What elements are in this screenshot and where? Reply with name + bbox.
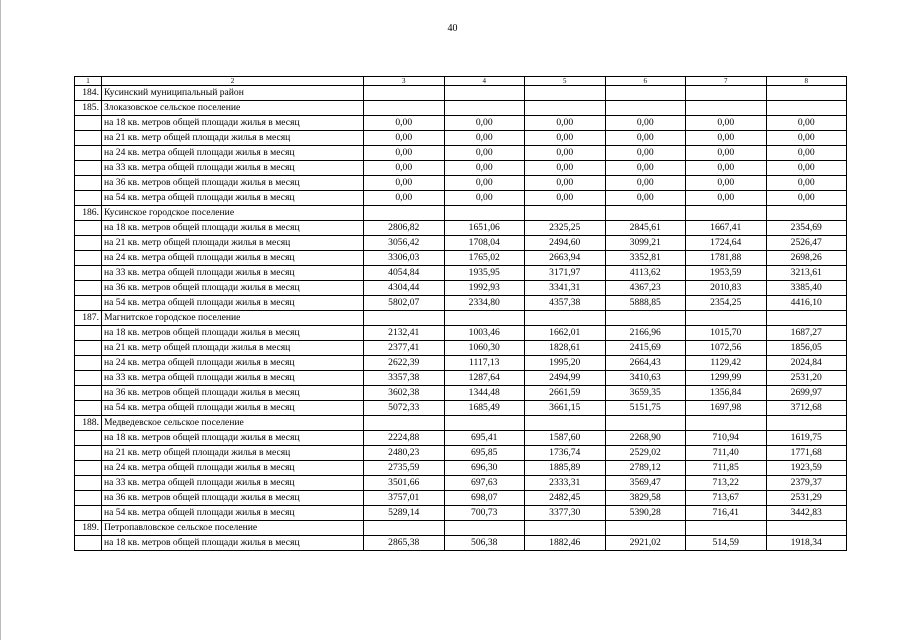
value-cell: 1882,46: [525, 536, 606, 551]
value-cell: 2698,26: [766, 251, 847, 266]
row-index: 189.: [75, 521, 102, 536]
value-cell: 3306,03: [364, 251, 445, 266]
empty-cell: [686, 416, 767, 431]
value-cell: 3056,42: [364, 236, 445, 251]
column-number-row: [75, 77, 847, 86]
value-cell: 2377,41: [364, 341, 445, 356]
value-cell: 1685,49: [444, 401, 525, 416]
row-label: на 24 кв. метра общей площади жилья в месяц: [102, 356, 364, 371]
column-number: 7: [686, 77, 767, 86]
value-cell: 0,00: [525, 176, 606, 191]
value-cell: 1765,02: [444, 251, 525, 266]
empty-cell: [605, 311, 686, 326]
column-number: 8: [766, 77, 847, 86]
value-cell: 2622,39: [364, 356, 445, 371]
row-label: на 36 кв. метров общей площади жилья в месяц: [102, 386, 364, 401]
value-cell: 0,00: [444, 131, 525, 146]
value-cell: 2531,20: [766, 371, 847, 386]
empty-cell: [75, 116, 102, 131]
value-cell: 713,67: [686, 491, 767, 506]
empty-cell: [75, 401, 102, 416]
table-row: [75, 251, 847, 266]
value-cell: 1708,04: [444, 236, 525, 251]
value-cell: 0,00: [686, 191, 767, 206]
row-label: на 24 кв. метра общей площади жилья в месяц: [102, 146, 364, 161]
value-cell: 0,00: [364, 161, 445, 176]
value-cell: 0,00: [766, 176, 847, 191]
column-number: 1: [75, 77, 102, 86]
value-cell: 2494,99: [525, 371, 606, 386]
value-cell: 700,73: [444, 506, 525, 521]
row-label: на 36 кв. метров общей площади жилья в месяц: [102, 176, 364, 191]
empty-cell: [605, 206, 686, 221]
value-cell: 514,59: [686, 536, 767, 551]
empty-cell: [75, 386, 102, 401]
section-name: Медведевское сельское поселение: [102, 416, 364, 431]
table-row: [75, 176, 847, 191]
value-cell: 3501,66: [364, 476, 445, 491]
row-label: на 33 кв. метра общей площади жилья в месяц: [102, 371, 364, 386]
row-label: на 54 кв. метра общей площади жилья в месяц: [102, 506, 364, 521]
value-cell: 696,30: [444, 461, 525, 476]
value-cell: 3377,30: [525, 506, 606, 521]
value-cell: 0,00: [686, 116, 767, 131]
empty-cell: [75, 356, 102, 371]
empty-cell: [605, 521, 686, 536]
row-label: на 36 кв. метров общей площади жилья в месяц: [102, 281, 364, 296]
section-name: Злоказовское сельское поселение: [102, 101, 364, 116]
empty-cell: [75, 281, 102, 296]
value-cell: 1344,48: [444, 386, 525, 401]
value-cell: 716,41: [686, 506, 767, 521]
value-cell: 2480,23: [364, 446, 445, 461]
value-cell: 3712,68: [766, 401, 847, 416]
empty-cell: [686, 311, 767, 326]
value-cell: 3569,47: [605, 476, 686, 491]
value-cell: 0,00: [686, 131, 767, 146]
empty-cell: [75, 251, 102, 266]
value-cell: 0,00: [444, 176, 525, 191]
value-cell: 1687,27: [766, 326, 847, 341]
value-cell: 1856,05: [766, 341, 847, 356]
value-cell: 0,00: [605, 191, 686, 206]
empty-cell: [75, 371, 102, 386]
value-cell: 3410,63: [605, 371, 686, 386]
empty-cell: [75, 326, 102, 341]
column-number: 3: [364, 77, 445, 86]
empty-cell: [75, 296, 102, 311]
value-cell: 0,00: [605, 176, 686, 191]
row-label: на 18 кв. метров общей площади жилья в месяц: [102, 221, 364, 236]
value-cell: 1015,70: [686, 326, 767, 341]
value-cell: 0,00: [605, 131, 686, 146]
table-row: [75, 146, 847, 161]
empty-cell: [525, 101, 606, 116]
value-cell: 0,00: [444, 161, 525, 176]
value-cell: 2921,02: [605, 536, 686, 551]
row-label: на 21 кв. метр общей площади жилья в месяц: [102, 446, 364, 461]
value-cell: 4304,44: [364, 281, 445, 296]
empty-cell: [75, 221, 102, 236]
empty-cell: [75, 536, 102, 551]
section-row: [75, 416, 847, 431]
value-cell: 3659,35: [605, 386, 686, 401]
value-cell: 5151,75: [605, 401, 686, 416]
value-cell: 2531,29: [766, 491, 847, 506]
value-cell: 0,00: [686, 146, 767, 161]
value-cell: 0,00: [364, 131, 445, 146]
empty-cell: [686, 86, 767, 101]
value-cell: 506,38: [444, 536, 525, 551]
empty-cell: [444, 311, 525, 326]
empty-cell: [605, 101, 686, 116]
table-row: [75, 476, 847, 491]
value-cell: 1060,30: [444, 341, 525, 356]
row-label: на 24 кв. метра общей площади жилья в месяц: [102, 461, 364, 476]
row-label: на 33 кв. метра общей площади жилья в месяц: [102, 161, 364, 176]
table-row: [75, 506, 847, 521]
empty-cell: [686, 521, 767, 536]
table-row: [75, 266, 847, 281]
empty-cell: [75, 431, 102, 446]
empty-cell: [444, 206, 525, 221]
row-label: на 33 кв. метра общей площади жилья в месяц: [102, 476, 364, 491]
empty-cell: [605, 416, 686, 431]
value-cell: 0,00: [766, 146, 847, 161]
value-cell: 0,00: [525, 116, 606, 131]
table-row: [75, 431, 847, 446]
value-cell: 711,85: [686, 461, 767, 476]
empty-cell: [766, 101, 847, 116]
value-cell: 1935,95: [444, 266, 525, 281]
value-cell: 2334,80: [444, 296, 525, 311]
empty-cell: [605, 86, 686, 101]
value-cell: 0,00: [525, 146, 606, 161]
value-cell: 3099,21: [605, 236, 686, 251]
row-label: на 21 кв. метр общей площади жилья в месяц: [102, 131, 364, 146]
value-cell: 2333,31: [525, 476, 606, 491]
value-cell: 2735,59: [364, 461, 445, 476]
row-label: на 18 кв. метров общей площади жилья в месяц: [102, 536, 364, 551]
row-label: на 54 кв. метра общей площади жилья в месяц: [102, 401, 364, 416]
value-cell: 0,00: [525, 161, 606, 176]
value-cell: 3829,58: [605, 491, 686, 506]
value-cell: 1356,84: [686, 386, 767, 401]
empty-cell: [75, 506, 102, 521]
value-cell: 3171,97: [525, 266, 606, 281]
value-cell: 2354,25: [686, 296, 767, 311]
empty-cell: [75, 236, 102, 251]
value-cell: 2664,43: [605, 356, 686, 371]
value-cell: 695,85: [444, 446, 525, 461]
value-cell: 3602,38: [364, 386, 445, 401]
row-index: 188.: [75, 416, 102, 431]
row-label: на 18 кв. метров общей площади жилья в месяц: [102, 431, 364, 446]
value-cell: 2415,69: [605, 341, 686, 356]
value-cell: 2010,83: [686, 281, 767, 296]
value-cell: 0,00: [364, 146, 445, 161]
row-label: на 18 кв. метров общей площади жилья в месяц: [102, 326, 364, 341]
table-row: [75, 341, 847, 356]
empty-cell: [525, 86, 606, 101]
empty-cell: [75, 491, 102, 506]
value-cell: 1885,89: [525, 461, 606, 476]
section-row: [75, 311, 847, 326]
empty-cell: [364, 311, 445, 326]
column-number: 6: [605, 77, 686, 86]
row-label: на 24 кв. метра общей площади жилья в месяц: [102, 251, 364, 266]
value-cell: 2354,69: [766, 221, 847, 236]
value-cell: 0,00: [525, 191, 606, 206]
value-cell: 1771,68: [766, 446, 847, 461]
value-cell: 1724,64: [686, 236, 767, 251]
value-cell: 2268,90: [605, 431, 686, 446]
value-cell: 0,00: [605, 146, 686, 161]
empty-cell: [75, 131, 102, 146]
value-cell: 711,40: [686, 446, 767, 461]
value-cell: 3661,15: [525, 401, 606, 416]
value-cell: 0,00: [605, 161, 686, 176]
value-cell: 1736,74: [525, 446, 606, 461]
section-row: [75, 206, 847, 221]
value-cell: 0,00: [766, 161, 847, 176]
value-cell: 4357,38: [525, 296, 606, 311]
value-cell: 1781,88: [686, 251, 767, 266]
value-cell: 0,00: [364, 116, 445, 131]
row-index: 184.: [75, 86, 102, 101]
table-row: [75, 326, 847, 341]
value-cell: 1003,46: [444, 326, 525, 341]
row-index: 187.: [75, 311, 102, 326]
table-row: [75, 536, 847, 551]
table-row: [75, 236, 847, 251]
value-cell: 0,00: [605, 116, 686, 131]
value-cell: 2663,94: [525, 251, 606, 266]
value-cell: 0,00: [525, 131, 606, 146]
value-cell: 4054,84: [364, 266, 445, 281]
value-cell: 0,00: [766, 131, 847, 146]
value-cell: 2806,82: [364, 221, 445, 236]
empty-cell: [444, 416, 525, 431]
value-cell: 0,00: [444, 191, 525, 206]
empty-cell: [364, 206, 445, 221]
value-cell: 1662,01: [525, 326, 606, 341]
value-cell: 698,07: [444, 491, 525, 506]
empty-cell: [444, 521, 525, 536]
row-index: 185.: [75, 101, 102, 116]
value-cell: 1651,06: [444, 221, 525, 236]
row-label: на 21 кв. метр общей площади жилья в месяц: [102, 236, 364, 251]
value-cell: 3213,61: [766, 266, 847, 281]
table-row: [75, 296, 847, 311]
value-cell: 1828,61: [525, 341, 606, 356]
table-row: [75, 401, 847, 416]
empty-cell: [525, 311, 606, 326]
empty-cell: [75, 146, 102, 161]
row-label: на 54 кв. метра общей площади жилья в месяц: [102, 191, 364, 206]
section-name: Магнитское городское поселение: [102, 311, 364, 326]
value-cell: 1619,75: [766, 431, 847, 446]
value-cell: 2789,12: [605, 461, 686, 476]
value-cell: 5888,85: [605, 296, 686, 311]
table-row: [75, 221, 847, 236]
value-cell: 2529,02: [605, 446, 686, 461]
table-row: [75, 116, 847, 131]
row-label: на 33 кв. метра общей площади жилья в месяц: [102, 266, 364, 281]
value-cell: 3341,31: [525, 281, 606, 296]
value-cell: 1587,60: [525, 431, 606, 446]
value-cell: 2699,97: [766, 386, 847, 401]
section-row: [75, 521, 847, 536]
value-cell: 3352,81: [605, 251, 686, 266]
column-number: 2: [102, 77, 364, 86]
value-cell: 2526,47: [766, 236, 847, 251]
section-name: Кусинское городское поселение: [102, 206, 364, 221]
value-cell: 2482,45: [525, 491, 606, 506]
value-cell: 0,00: [444, 146, 525, 161]
table-row: [75, 281, 847, 296]
value-cell: 2224,88: [364, 431, 445, 446]
row-label: на 54 кв. метра общей площади жилья в месяц: [102, 296, 364, 311]
table-row: [75, 131, 847, 146]
table-row: [75, 191, 847, 206]
empty-cell: [75, 446, 102, 461]
value-cell: 1287,64: [444, 371, 525, 386]
table-row: [75, 386, 847, 401]
value-cell: 2379,37: [766, 476, 847, 491]
table-body: [75, 77, 847, 551]
empty-cell: [364, 521, 445, 536]
section-name: Петропавловское сельское поселение: [102, 521, 364, 536]
value-cell: 1995,20: [525, 356, 606, 371]
page-number: 40: [447, 23, 458, 34]
value-cell: 697,63: [444, 476, 525, 491]
empty-cell: [75, 176, 102, 191]
value-cell: 4113,62: [605, 266, 686, 281]
empty-cell: [444, 101, 525, 116]
table-row: [75, 446, 847, 461]
row-label: на 18 кв. метров общей площади жилья в месяц: [102, 116, 364, 131]
value-cell: 0,00: [444, 116, 525, 131]
value-cell: 2132,41: [364, 326, 445, 341]
value-cell: 5390,28: [605, 506, 686, 521]
value-cell: 695,41: [444, 431, 525, 446]
value-cell: 0,00: [686, 176, 767, 191]
value-cell: 0,00: [364, 191, 445, 206]
empty-cell: [75, 266, 102, 281]
row-index: 186.: [75, 206, 102, 221]
value-cell: 1299,99: [686, 371, 767, 386]
empty-cell: [686, 206, 767, 221]
value-cell: 0,00: [766, 116, 847, 131]
empty-cell: [766, 86, 847, 101]
value-cell: 1953,59: [686, 266, 767, 281]
value-cell: 1992,93: [444, 281, 525, 296]
table-row: [75, 356, 847, 371]
table-row: [75, 491, 847, 506]
empty-cell: [766, 311, 847, 326]
value-cell: 5802,07: [364, 296, 445, 311]
value-cell: 3385,40: [766, 281, 847, 296]
column-number: 4: [444, 77, 525, 86]
row-label: на 36 кв. метров общей площади жилья в месяц: [102, 491, 364, 506]
empty-cell: [75, 476, 102, 491]
value-cell: 1918,34: [766, 536, 847, 551]
value-cell: 1129,42: [686, 356, 767, 371]
empty-cell: [444, 86, 525, 101]
tariff-table: [74, 76, 847, 551]
empty-cell: [364, 101, 445, 116]
value-cell: 1072,56: [686, 341, 767, 356]
empty-cell: [364, 86, 445, 101]
value-cell: 0,00: [686, 161, 767, 176]
empty-cell: [766, 416, 847, 431]
value-cell: 4416,10: [766, 296, 847, 311]
table-row: [75, 371, 847, 386]
empty-cell: [75, 461, 102, 476]
value-cell: 710,94: [686, 431, 767, 446]
value-cell: 2661,59: [525, 386, 606, 401]
value-cell: 2024,84: [766, 356, 847, 371]
value-cell: 713,22: [686, 476, 767, 491]
value-cell: 2166,96: [605, 326, 686, 341]
table-row: [75, 161, 847, 176]
value-cell: 3757,01: [364, 491, 445, 506]
value-cell: 2865,38: [364, 536, 445, 551]
empty-cell: [75, 191, 102, 206]
value-cell: 0,00: [364, 176, 445, 191]
empty-cell: [525, 206, 606, 221]
section-row: [75, 101, 847, 116]
value-cell: 2325,25: [525, 221, 606, 236]
section-row: [75, 86, 847, 101]
value-cell: 1697,98: [686, 401, 767, 416]
value-cell: 1923,59: [766, 461, 847, 476]
empty-cell: [525, 521, 606, 536]
value-cell: 2845,61: [605, 221, 686, 236]
empty-cell: [766, 521, 847, 536]
row-label: на 21 кв. метр общей площади жилья в месяц: [102, 341, 364, 356]
value-cell: 4367,23: [605, 281, 686, 296]
empty-cell: [75, 341, 102, 356]
value-cell: 3357,38: [364, 371, 445, 386]
value-cell: 5072,33: [364, 401, 445, 416]
empty-cell: [766, 206, 847, 221]
column-number: 5: [525, 77, 606, 86]
empty-cell: [686, 101, 767, 116]
empty-cell: [75, 161, 102, 176]
table-row: [75, 461, 847, 476]
section-name: Кусинский муниципальный район: [102, 86, 364, 101]
value-cell: 2494,60: [525, 236, 606, 251]
empty-cell: [364, 416, 445, 431]
page-edge-line: [0, 0, 1, 640]
value-cell: 1117,13: [444, 356, 525, 371]
value-cell: 5289,14: [364, 506, 445, 521]
empty-cell: [525, 416, 606, 431]
value-cell: 1667,41: [686, 221, 767, 236]
value-cell: 0,00: [766, 191, 847, 206]
value-cell: 3442,83: [766, 506, 847, 521]
